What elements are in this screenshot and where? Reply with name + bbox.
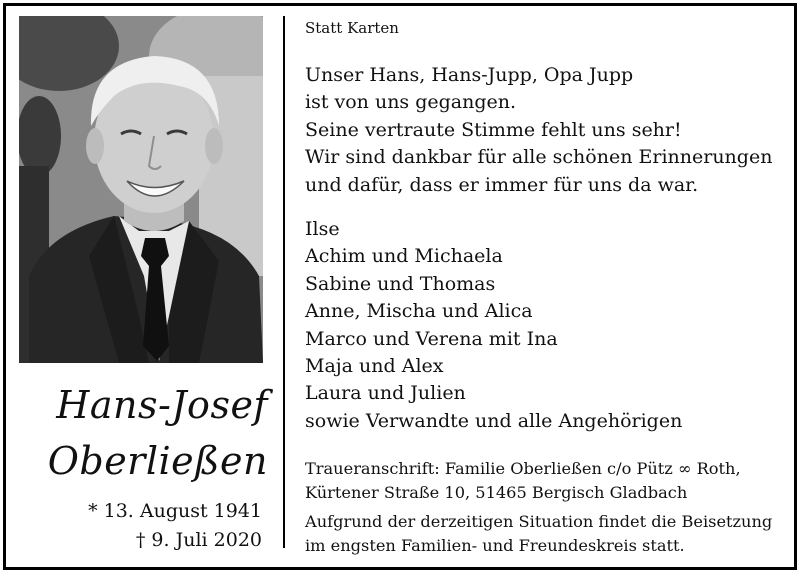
- family-member: sowie Verwandte und alle Angehörigen: [305, 409, 683, 432]
- family-member: Maja und Alex: [305, 354, 444, 377]
- family-member: Laura und Julien: [305, 382, 466, 405]
- family-member: Achim und Michaela: [305, 245, 503, 268]
- farewell-message: [305, 62, 772, 199]
- message-line: Wir sind dankbar für alle schönen Erinnerungen: [305, 146, 773, 169]
- birth-date: * 13. August 1941: [88, 500, 262, 522]
- burial-note: [305, 510, 772, 558]
- mourning-address: [305, 457, 741, 505]
- note-line: im engsten Familien- und Freundeskreis statt.: [305, 536, 685, 555]
- family-member: Ilse: [305, 218, 340, 240]
- address-line: Traueranschrift: Familie Oberließen c/o Pütz ∞ Roth,: [305, 459, 741, 478]
- message-line: Seine vertraute Stimme fehlt uns sehr!: [305, 118, 682, 141]
- deceased-last-name: Oberließen: [47, 439, 268, 483]
- address-line: Kürtener Straße 10, 51465 Bergisch Gladbach: [305, 483, 688, 502]
- message-line: Unser Hans, Hans-Jupp, Opa Jupp: [305, 64, 634, 86]
- message-line: ist von uns gegangen.: [305, 91, 517, 114]
- family-member: Sabine und Thomas: [305, 272, 496, 295]
- vertical-divider: [283, 16, 285, 548]
- portrait-photo: [19, 16, 263, 363]
- deceased-first-name: Hans-Josef: [56, 383, 268, 427]
- family-list: [305, 216, 682, 435]
- note-line: Aufgrund der derzeitigen Situation findet die Beisetzung: [305, 512, 773, 531]
- family-member: Anne, Mischa und Alica: [305, 300, 533, 323]
- family-member: Marco und Verena mit Ina: [305, 327, 558, 350]
- death-date: † 9. Juli 2020: [135, 529, 262, 551]
- statt-karten-header: Statt Karten: [305, 19, 399, 37]
- message-line: und dafür, dass er immer für uns da war.: [305, 173, 699, 196]
